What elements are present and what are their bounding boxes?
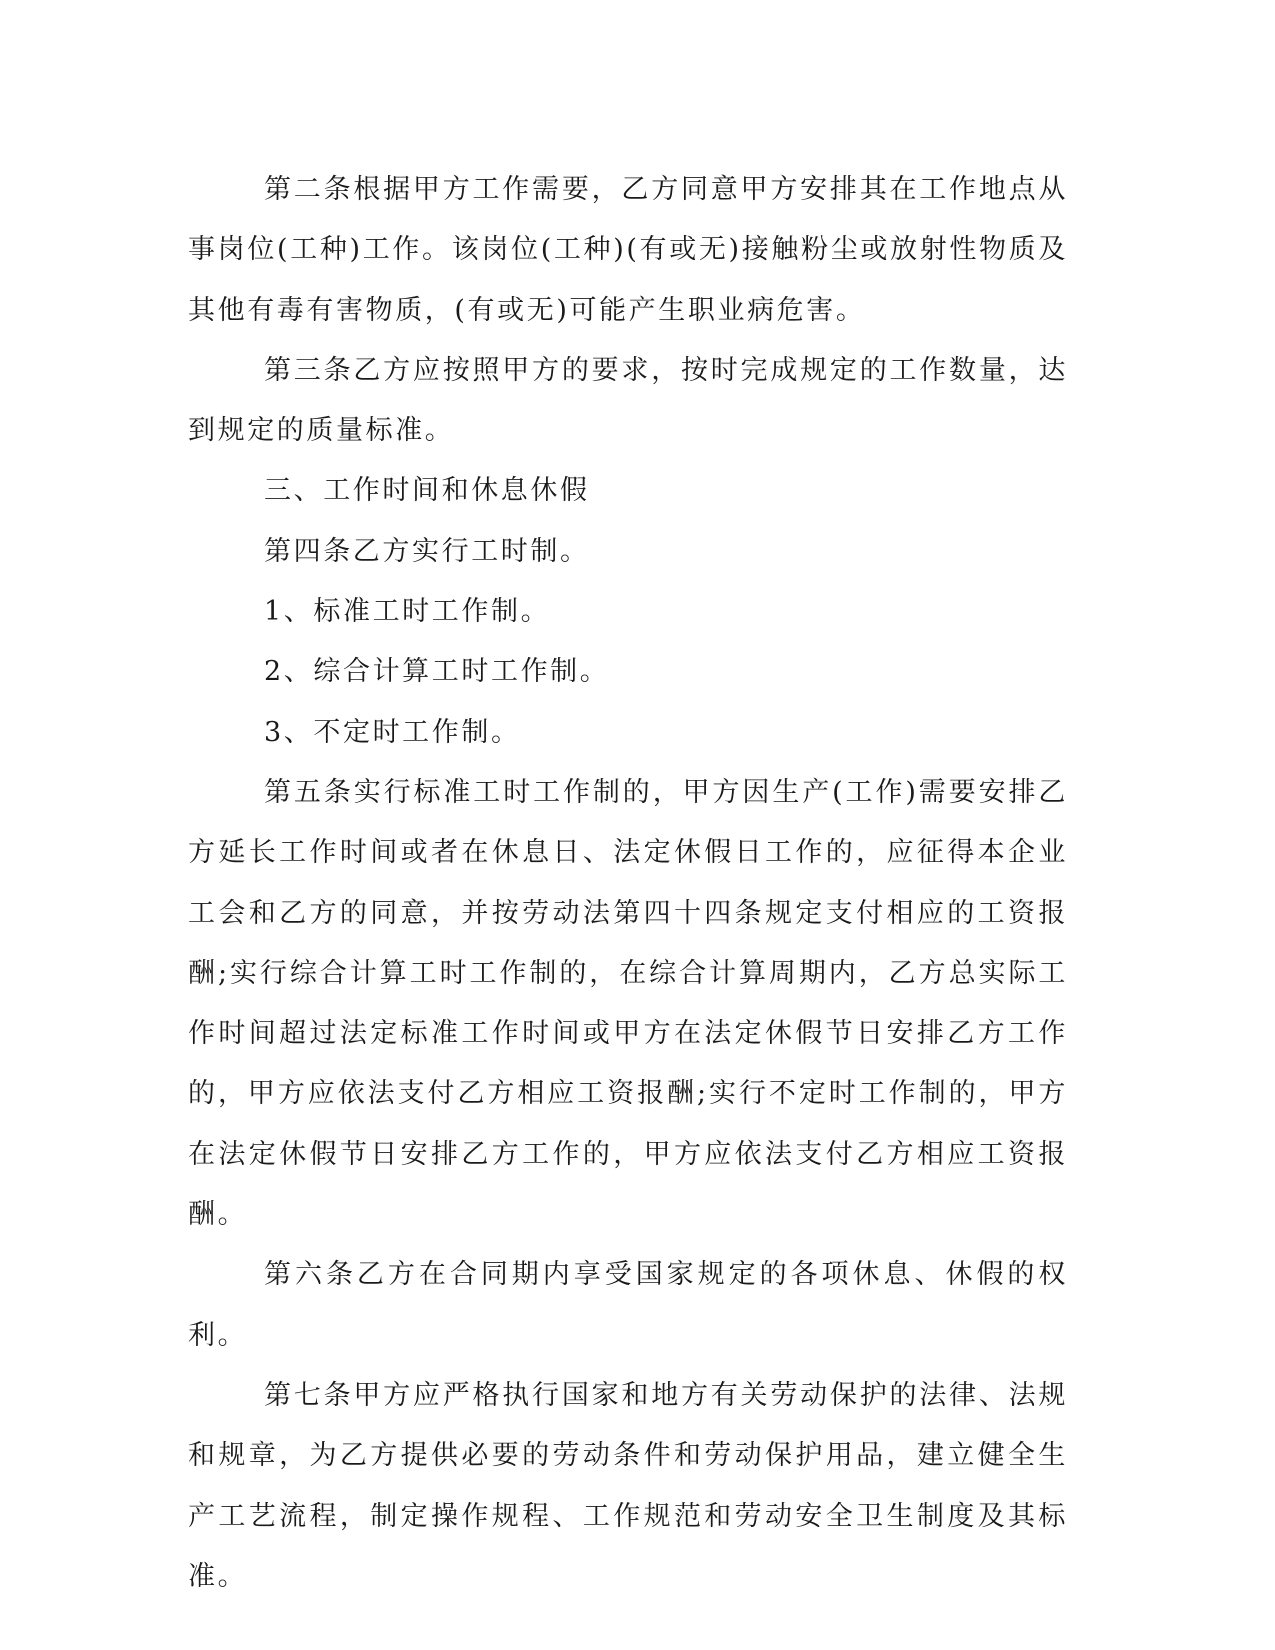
option-3-item: 3、不定时工作制。 bbox=[264, 716, 521, 748]
option-1-item: 1、标准工时工作制。 bbox=[264, 596, 551, 628]
article-5-paragraph: 第五条实行标准工时工作制的，甲方因生产(工作)需要安排乙方延长工作时间或者在休息日、法定休假日工作的，应征得本企业工会和乙方的同意，并按劳动法第四十四条规定支付相应的工资报酬;实行综合计算工时工作制的，在综合计算周期内，乙方总实际工作时间超过法定标准工作时间或甲方在法定休假节日安排乙方工作的，甲方应依法支付乙方相应工资报酬;实行不定时工作制的，甲方在法定休假节日安排乙方工作的，甲方应依法支付乙方相应工资报酬。 bbox=[188, 776, 1068, 1231]
article-4-paragraph: 第四条乙方实行工时制。 bbox=[264, 535, 590, 567]
section-3-heading: 三、工作时间和休息休假 bbox=[264, 475, 590, 507]
article-6-paragraph: 第六条乙方在合同期内享受国家规定的各项休息、休假的权利。 bbox=[188, 1259, 1068, 1351]
article-2-paragraph: 第二条根据甲方工作需要，乙方同意甲方安排其在工作地点从事岗位(工种)工作。该岗位(工种)(有或无)接触粉尘或放射性物质及其他有毒有害物质，(有或无)可能产生职业病危害。 bbox=[188, 174, 1068, 326]
article-7-paragraph: 第七条甲方应严格执行国家和地方有关劳动保护的法律、法规和规章，为乙方提供必要的劳动条件和劳动保护用品，建立健全生产工艺流程，制定操作规程、工作规范和劳动安全卫生制度及其标准。 bbox=[188, 1379, 1068, 1592]
option-2-item: 2、综合计算工时工作制。 bbox=[264, 656, 610, 688]
article-3-paragraph: 第三条乙方应按照甲方的要求，按时完成规定的工作数量，达到规定的质量标准。 bbox=[188, 354, 1068, 447]
document-body bbox=[188, 160, 1068, 1607]
